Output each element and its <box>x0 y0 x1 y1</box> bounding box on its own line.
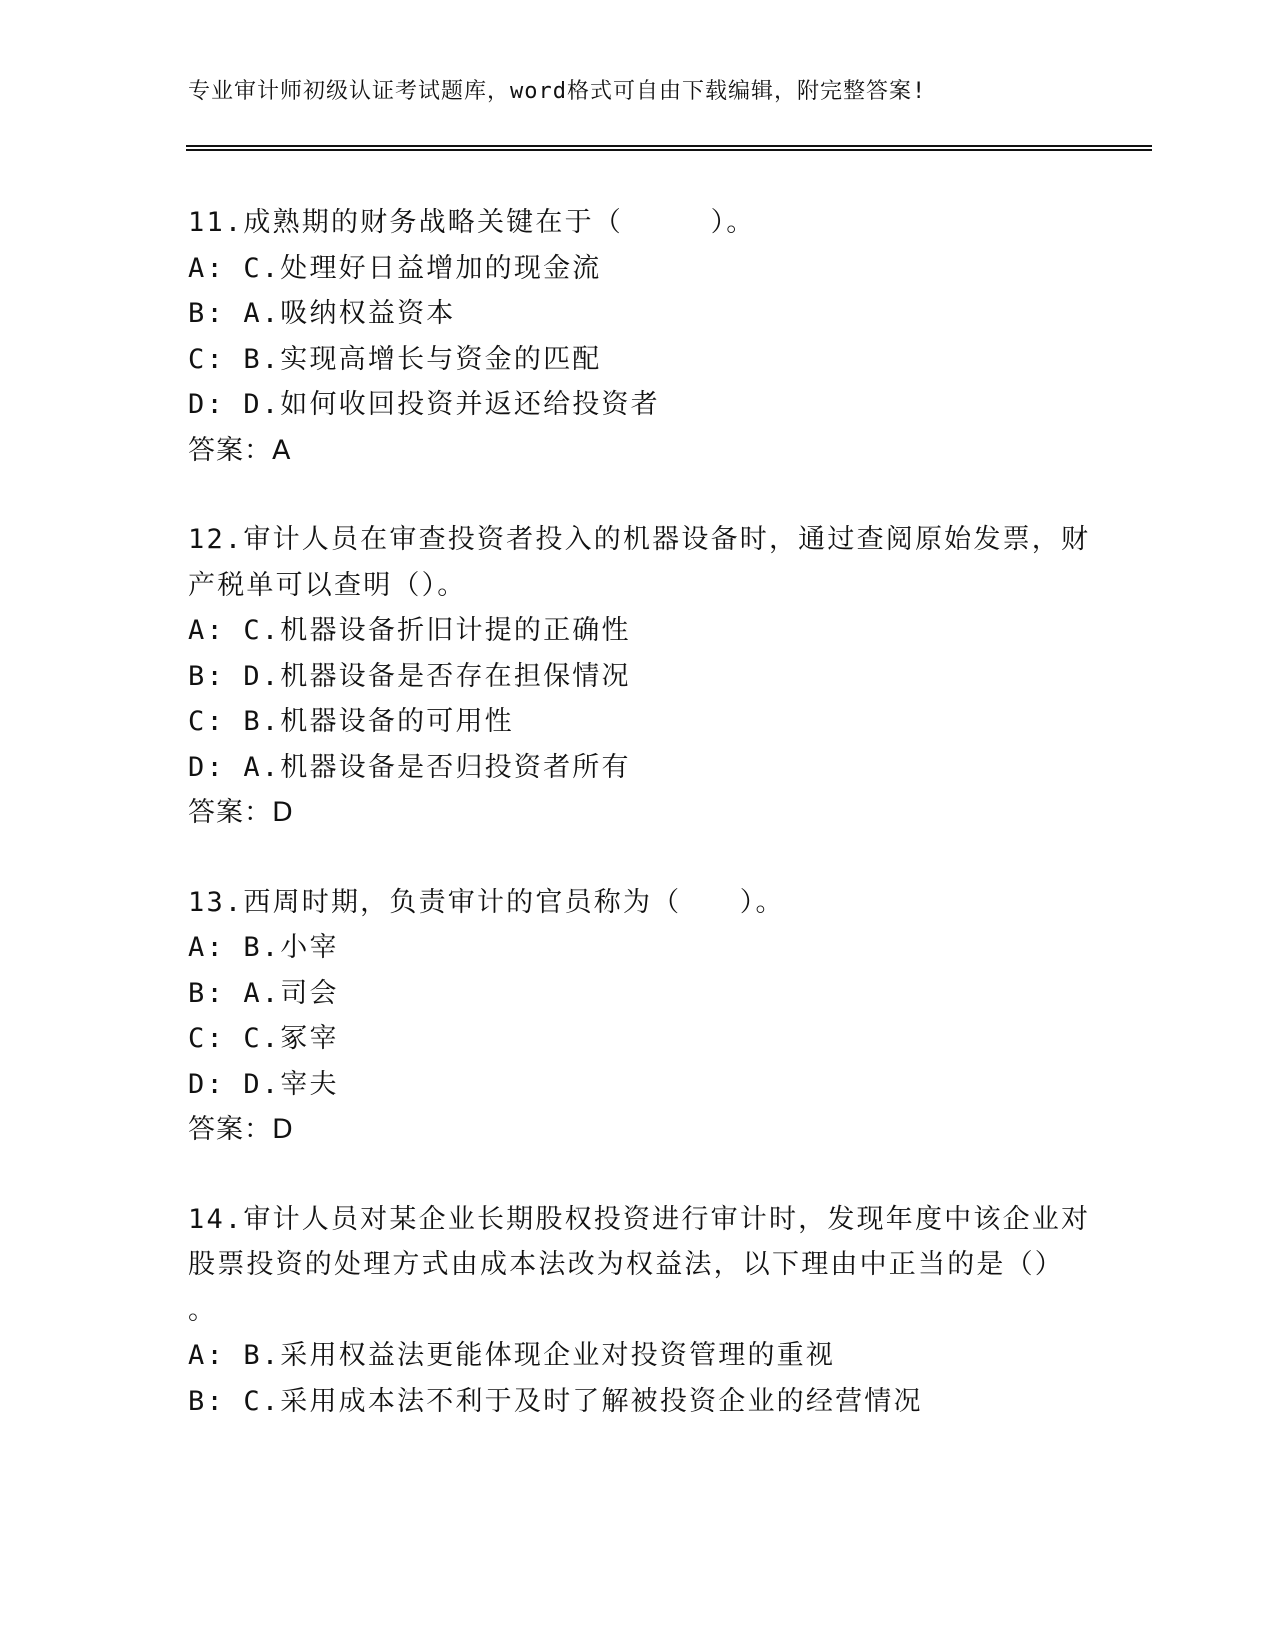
option-d: D: D.如何收回投资并返还给投资者 <box>188 389 660 420</box>
question-stem-line: 产税单可以查明（）。 <box>188 569 467 601</box>
question-14 <box>188 1197 1091 1425</box>
answer-line: 答案：D <box>188 1114 294 1145</box>
question-stem <box>188 880 1088 926</box>
question-stem-line: 股票投资的处理方式由成本法改为权益法，以下理由中正当的是（） <box>188 1249 1064 1280</box>
question-12 <box>188 517 1091 836</box>
option-a: A: B.小宰 <box>188 932 339 963</box>
option-b: B: D.机器设备是否存在担保情况 <box>188 660 631 692</box>
question-stem-line: 14.审计人员对某企业长期股权投资进行审计时，发现年度中该企业对 <box>188 1203 1091 1235</box>
question-list <box>188 200 1091 1468</box>
option-d: D: D.宰夫 <box>188 1068 339 1100</box>
option-c: C: B.实现高增长与资金的匹配 <box>188 343 602 375</box>
option-d: D: A.机器设备是否归投资者所有 <box>188 751 631 783</box>
page-header: 专业审计师初级认证考试题库，word格式可自由下载编辑，附完整答案! <box>188 79 927 104</box>
question-13 <box>188 880 1088 1153</box>
question-stem-line: 。 <box>188 1294 218 1326</box>
option-b: B: C.采用成本法不利于及时了解被投资企业的经营情况 <box>188 1385 923 1417</box>
header-divider <box>186 145 1152 151</box>
answer-line: 答案：A <box>188 434 292 466</box>
option-b: B: A.司会 <box>188 977 339 1009</box>
option-a: A: C.机器设备折旧计提的正确性 <box>188 615 631 646</box>
option-a: A: B.采用权益法更能体现企业对投资管理的重视 <box>188 1340 836 1371</box>
answer-line: 答案：D <box>188 797 294 828</box>
question-stem <box>188 200 1088 246</box>
option-c: C: B.机器设备的可用性 <box>188 706 514 737</box>
option-b: B: A.吸纳权益资本 <box>188 298 456 329</box>
question-stem-line: 13.西周时期，负责审计的官员称为（ ）。 <box>188 886 785 918</box>
question-stem-line: 11.成熟期的财务战略关键在于（ ）。 <box>188 207 756 238</box>
question-stem-line: 12.审计人员在审查投资者投入的机器设备时，通过查阅原始发票，财 <box>188 524 1091 555</box>
option-a: A: C.处理好日益增加的现金流 <box>188 252 602 284</box>
question-stem <box>188 1197 1091 1334</box>
question-11 <box>188 200 1088 473</box>
option-c: C: C.冢宰 <box>188 1023 339 1054</box>
question-stem <box>188 517 1091 608</box>
